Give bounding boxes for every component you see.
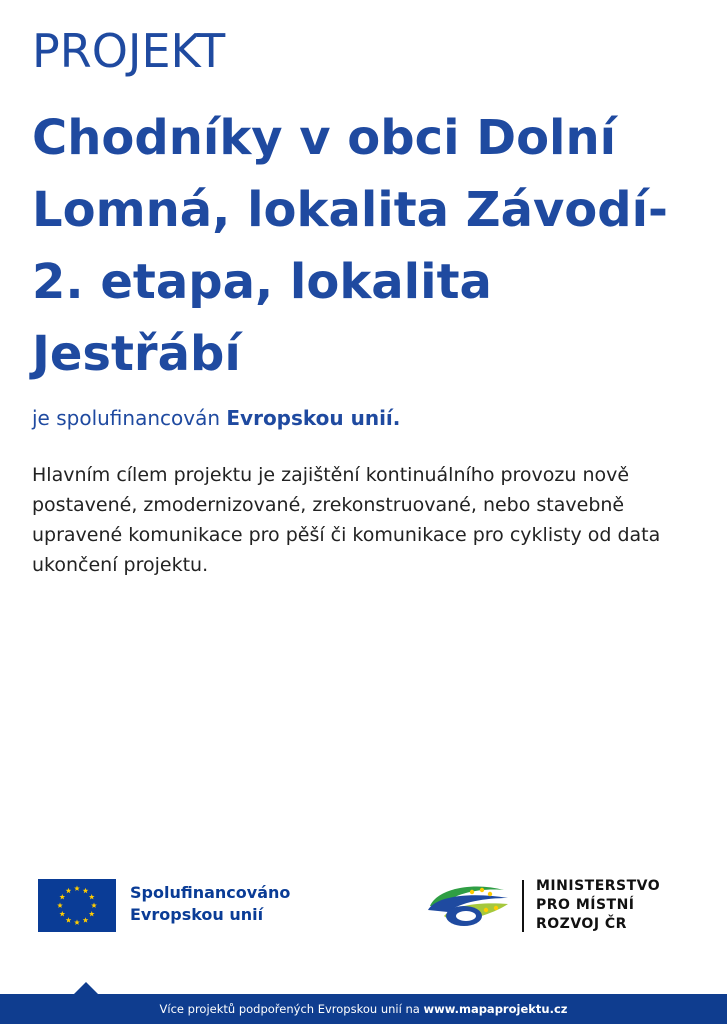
title-line: 2. etapa, lokalita [32, 254, 492, 310]
title-line: Jestřábí [32, 326, 241, 382]
footer-link[interactable]: www.mapaprojektu.cz [423, 1002, 568, 1016]
eu-text-line: Evropskou unií [130, 905, 264, 924]
logo-divider [522, 880, 524, 932]
mmr-line: MINISTERSTVO [536, 878, 661, 894]
mmr-text [536, 877, 660, 934]
footer-notch [74, 982, 98, 994]
project-description: Hlavním cílem projektu je zajištění kontinuálního provozu nově postavené, zmodernizované, zrekonstruované, nebo stavebně upravené komunikace pro pěší či komunikace pro cyklisty od data ukončení projektu. [32, 464, 661, 576]
project-title [32, 102, 692, 390]
title-line: Chodníky v obci Dolní [32, 110, 617, 166]
footer-bar [0, 994, 727, 1024]
cofinanced-statement [32, 406, 400, 430]
cofinanced-prefix: je spolufinancován [32, 406, 221, 430]
cofinanced-eu: Evropskou unií. [226, 406, 401, 430]
mmr-line: PRO MÍSTNÍ [536, 897, 635, 913]
title-line: Lomná, lokalita Závodí- [32, 182, 668, 238]
project-label: PROJEKT [32, 24, 226, 78]
eu-flag-logo [38, 879, 116, 932]
mmr-logo-icon [424, 876, 510, 932]
mmr-line: ROZVOJ ČR [536, 916, 627, 932]
eu-cofinanced-text [130, 882, 290, 926]
footer-prefix: Více projektů podpořených Evropskou unií na [159, 1002, 420, 1016]
eu-text-line: Spolufinancováno [130, 883, 291, 902]
